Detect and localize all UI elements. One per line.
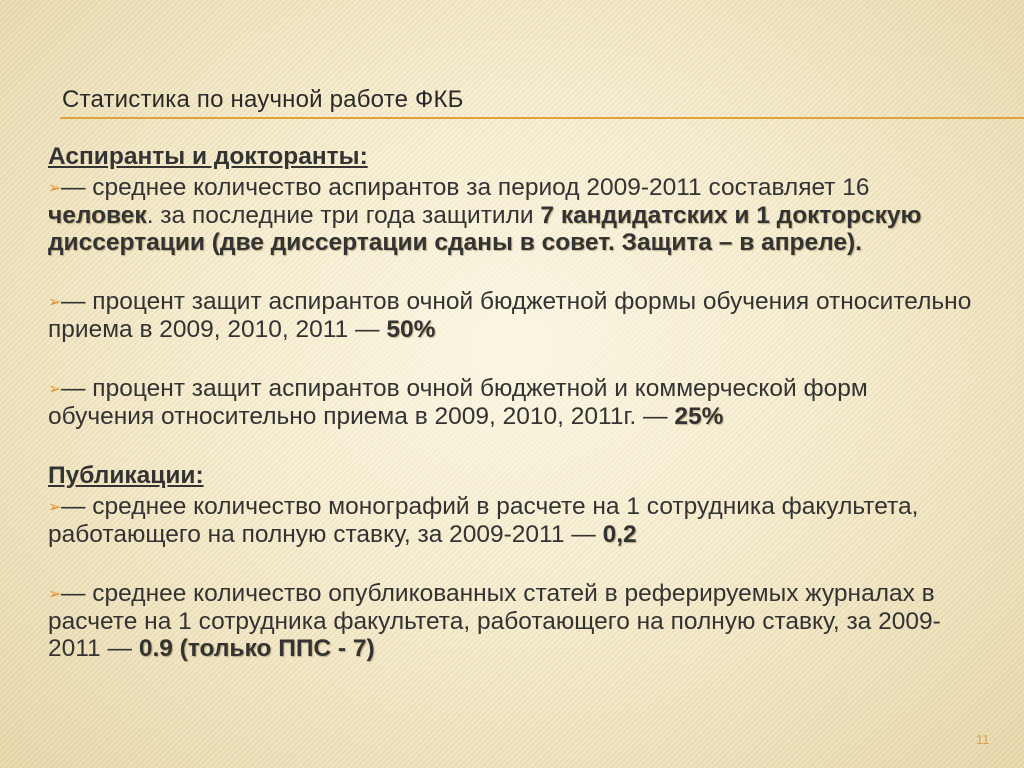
arrow-bullet-icon: ➢ xyxy=(48,381,62,398)
bullet-text: — процент защит аспирантов очной бюджетной и коммерческой форм обучения относительно приема в 2009, 2010, 2011г. — xyxy=(48,375,868,430)
bullet-emphasis: 7 кандидатских и 1 докторскую диссертации (две диссертации сданы в совет. Защита – в апреле). xyxy=(48,202,922,256)
slide-body xyxy=(48,143,978,662)
bullet-average-graduate-students xyxy=(48,174,978,256)
slide-title: Статистика по научной работе ФКБ xyxy=(62,86,464,113)
bullet-monographs-per-employee xyxy=(48,493,978,548)
bullet-articles-per-employee xyxy=(48,580,978,662)
arrow-bullet-icon: ➢ xyxy=(48,499,62,516)
section-heading-publications: Публикации: xyxy=(48,462,204,489)
section-heading-graduate-students: Аспиранты и докторанты: xyxy=(48,143,368,170)
bullet-text: — среднее количество опубликованных статей в реферируемых журналах в расчете на 1 сотрудника факультета, работающего на полную ставку, за 2009-2011 — xyxy=(48,580,941,662)
title-divider xyxy=(60,117,1024,119)
bullet-emphasis: 0.9 (только ППС - 7) xyxy=(138,635,375,662)
bullet-emphasis: человек xyxy=(48,202,147,229)
arrow-bullet-icon: ➢ xyxy=(48,294,62,311)
bullet-text: . за последние три года защитили xyxy=(146,202,541,229)
bullet-text: — среднее количество монографий в расчете на 1 сотрудника факультета, работающего на полную ставку, за 2009-2011 — xyxy=(48,493,919,548)
bullet-emphasis: 0,2 xyxy=(602,521,637,548)
bullet-emphasis: 25% xyxy=(674,403,724,430)
arrow-bullet-icon: ➢ xyxy=(48,180,62,197)
bullet-text: — среднее количество аспирантов за период 2009-2011 составляет 16 xyxy=(61,174,870,201)
bullet-text: — процент защит аспирантов очной бюджетной формы обучения относительно приема в 2009, 2010, 2011 — xyxy=(48,288,972,343)
arrow-bullet-icon: ➢ xyxy=(48,586,62,603)
bullet-budget-commercial-defense-rate xyxy=(48,375,978,430)
bullet-fulltime-budget-defense-rate xyxy=(48,288,978,343)
bullet-emphasis: 50% xyxy=(386,316,436,343)
page-number: 11 xyxy=(976,732,990,747)
